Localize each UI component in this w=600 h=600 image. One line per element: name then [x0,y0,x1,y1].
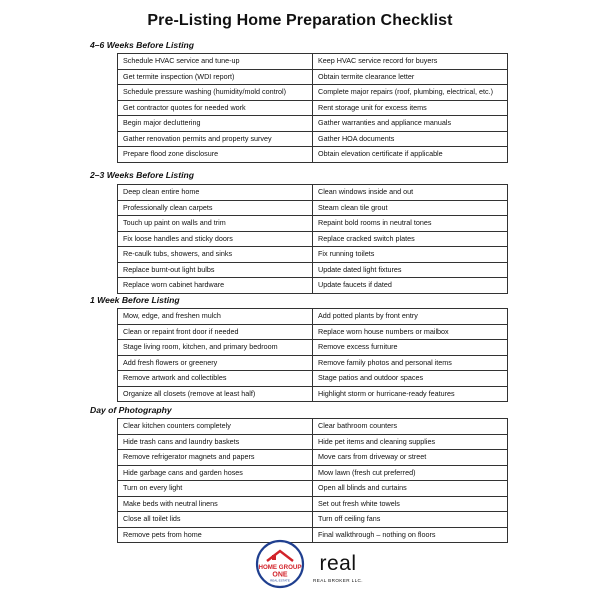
checklist-table [117,53,508,163]
task-left: Add fresh flowers or greenery [118,355,313,371]
task-right: Complete major repairs (roof, plumbing, electrical, etc.) [313,85,508,101]
hgo-line1: HOME GROUP [258,564,302,571]
task-right: Steam clean tile grout [313,200,508,216]
section-4-6-weeks [90,38,510,158]
task-left: Replace worn cabinet hardware [118,278,313,294]
table-row [118,278,508,294]
task-left: Re-caulk tubs, showers, and sinks [118,247,313,263]
table-row [118,147,508,163]
task-right: Update dated light fixtures [313,262,508,278]
task-right: Replace worn house numbers or mailbox [313,324,508,340]
table-row [118,131,508,147]
task-right: Move cars from driveway or street [313,450,508,466]
table-row [118,481,508,497]
task-right: Set out fresh white towels [313,496,508,512]
section-2-3-weeks [90,168,510,289]
task-right: Final walkthrough – nothing on floors [313,527,508,543]
table-row [118,512,508,528]
task-left: Get contractor quotes for needed work [118,100,313,116]
table-row [118,419,508,435]
table-row [118,231,508,247]
table-row [118,85,508,101]
task-left: Make beds with neutral linens [118,496,313,512]
task-right: Open all blinds and curtains [313,481,508,497]
task-right: Update faucets if dated [313,278,508,294]
table-row [118,309,508,325]
table-row [118,434,508,450]
table-row [118,216,508,232]
task-right: Obtain termite clearance letter [313,69,508,85]
task-left: Deep clean entire home [118,185,313,201]
task-left: Stage living room, kitchen, and primary bedroom [118,340,313,356]
table-row [118,450,508,466]
task-right: Gather HOA documents [313,131,508,147]
task-right: Stage patios and outdoor spaces [313,371,508,387]
task-left: Replace burnt-out light bulbs [118,262,313,278]
task-left: Turn on every light [118,481,313,497]
checklist-table [117,418,508,543]
task-left: Begin major decluttering [118,116,313,132]
task-left: Schedule HVAC service and tune-up [118,54,313,70]
real-broker-logo [308,543,368,589]
hgo-line2: ONE [272,571,288,579]
hgo-line3: REAL ESTATE [270,578,290,583]
task-right: Keep HVAC service record for buyers [313,54,508,70]
task-left: Clean or repaint front door if needed [118,324,313,340]
task-right: Mow lawn (fresh cut preferred) [313,465,508,481]
task-right: Obtain elevation certificate if applicable [313,147,508,163]
task-left: Schedule pressure washing (humidity/mold control) [118,85,313,101]
task-right: Remove excess furniture [313,340,508,356]
task-right: Gather warranties and appliance manuals [313,116,508,132]
section-1-week [90,293,510,398]
page-title: Pre-Listing Home Preparation Checklist [147,12,453,29]
table-row [118,100,508,116]
table-row [118,200,508,216]
task-right: Add potted plants by front entry [313,309,508,325]
checklist-table [117,308,508,402]
table-row [118,371,508,387]
table-row [118,185,508,201]
table-row [118,355,508,371]
table-row [118,54,508,70]
task-left: Touch up paint on walls and trim [118,216,313,232]
task-right: Highlight storm or hurricane-ready features [313,386,508,402]
task-left: Close all toilet lids [118,512,313,528]
task-right: Clean windows inside and out [313,185,508,201]
real-sub: REAL BROKER LLC. [313,578,363,583]
task-right: Fix running toilets [313,247,508,263]
task-right: Replace cracked switch plates [313,231,508,247]
table-row [118,262,508,278]
task-left: Remove pets from home [118,527,313,543]
task-left: Get termite inspection (WDI report) [118,69,313,85]
task-left: Hide garbage cans and garden hoses [118,465,313,481]
section-day-of-photography [90,403,510,539]
task-left: Clear kitchen counters completely [118,419,313,435]
task-left: Remove refrigerator magnets and papers [118,450,313,466]
footer-logos [0,537,600,593]
task-left: Prepare flood zone disclosure [118,147,313,163]
home-group-one-logo [255,539,305,589]
task-right: Clear bathroom counters [313,419,508,435]
task-left: Mow, edge, and freshen mulch [118,309,313,325]
section-heading: 4–6 Weeks Before Listing [90,40,194,50]
table-row [118,69,508,85]
task-left: Gather renovation permits and property survey [118,131,313,147]
section-heading: 1 Week Before Listing [90,295,180,305]
task-right: Repaint bold rooms in neutral tones [313,216,508,232]
task-right: Remove family photos and personal items [313,355,508,371]
task-left: Professionally clean carpets [118,200,313,216]
section-heading: 2–3 Weeks Before Listing [90,170,194,180]
task-left: Remove artwork and collectibles [118,371,313,387]
table-row [118,324,508,340]
real-mark: real [319,552,357,575]
table-row [118,247,508,263]
table-row [118,386,508,402]
task-left: Organize all closets (remove at least half) [118,386,313,402]
section-heading: Day of Photography [90,405,172,415]
task-right: Turn off ceiling fans [313,512,508,528]
table-row [118,496,508,512]
checklist-table [117,184,508,294]
table-row [118,340,508,356]
table-row [118,116,508,132]
task-right: Rent storage unit for excess items [313,100,508,116]
task-left: Fix loose handles and sticky doors [118,231,313,247]
table-row [118,465,508,481]
task-right: Hide pet items and cleaning supplies [313,434,508,450]
task-left: Hide trash cans and laundry baskets [118,434,313,450]
